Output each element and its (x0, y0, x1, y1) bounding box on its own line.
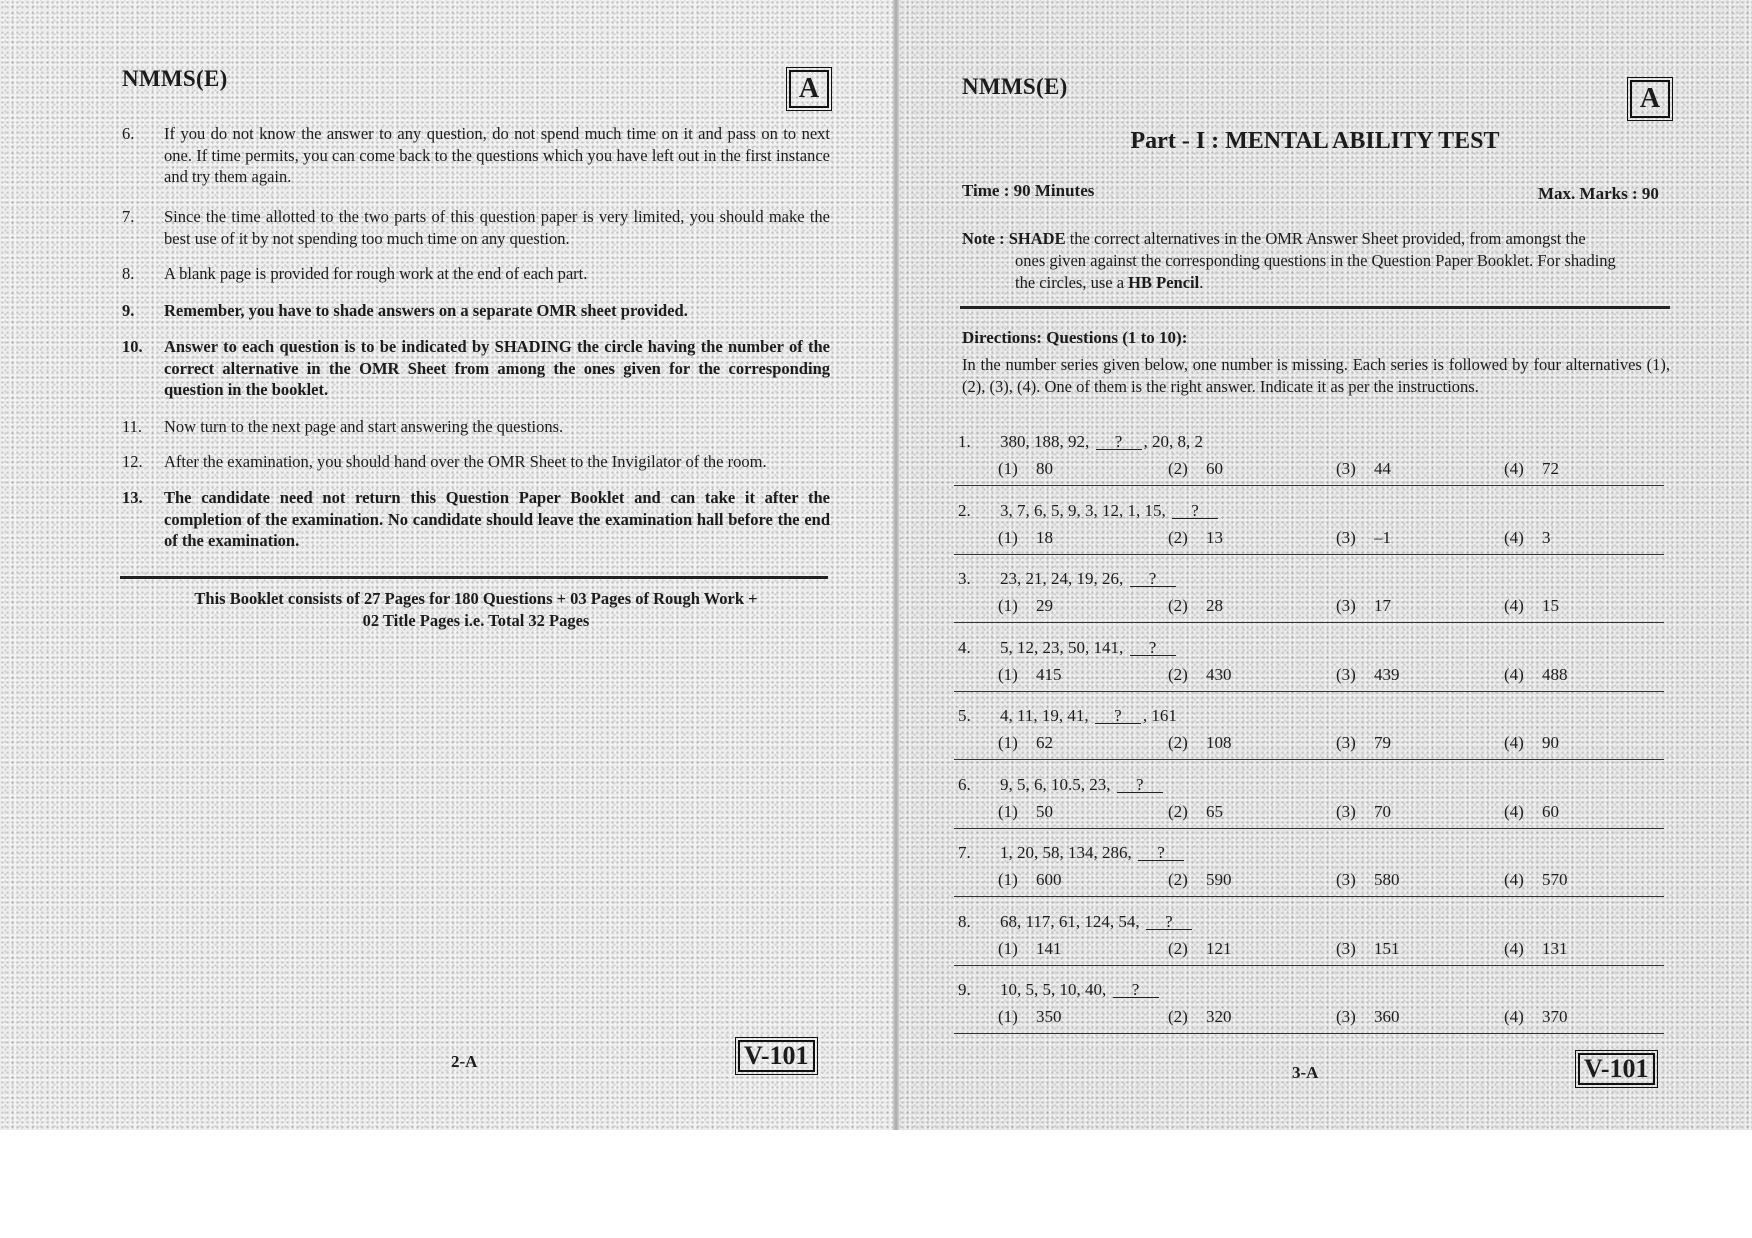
left-set-code: A (789, 70, 829, 108)
instruction-text: After the examination, you should hand over the OMR Sheet to the Invigilator of the room. (164, 452, 767, 471)
summary-line-1: This Booklet consists of 27 Pages for 180 Questions + 03 Pages of Rough Work + (194, 589, 758, 608)
summary-line-2: 02 Title Pages i.e. Total 32 Pages (362, 611, 590, 630)
instruction-text: Now turn to the next page and start answering the questions. (164, 417, 564, 436)
option-2 (1168, 459, 1223, 479)
option-label: (1) (998, 527, 1018, 547)
option-4 (1504, 870, 1568, 890)
option-label: (2) (1168, 938, 1188, 958)
option-label: (4) (1504, 801, 1524, 821)
option-label: (4) (1504, 870, 1524, 889)
option-value: –1 (1374, 527, 1391, 547)
question-number: 6. (958, 774, 971, 794)
series-start: 9, 5, 6, 10.5, 23, (1000, 774, 1111, 794)
question-number: 7. (958, 843, 971, 862)
option-1 (998, 1007, 1062, 1027)
option-value: 62 (1036, 733, 1053, 752)
series-start: 1, 20, 58, 134, 286, (1000, 843, 1132, 862)
instruction-7 (122, 206, 830, 249)
page-fold (893, 0, 899, 1130)
option-label: (4) (1504, 527, 1524, 547)
instruction-number: 9. (122, 301, 135, 320)
option-1 (998, 596, 1053, 616)
option-value: 18 (1036, 527, 1053, 547)
option-value: 15 (1542, 596, 1559, 615)
option-3 (1336, 802, 1391, 822)
option-value: 320 (1206, 1007, 1232, 1026)
option-value: 590 (1206, 870, 1232, 889)
option-label: (2) (1168, 870, 1188, 889)
number-series (1000, 843, 1186, 863)
number-series (1000, 569, 1178, 589)
instruction-text: Since the time allotted to the two parts of this question paper is very limited, you should make the best use of it by not spending too much time on any question. (164, 207, 830, 248)
series-end: , 20, 8, 2 (1143, 432, 1203, 451)
note-text-2: ones given against the corresponding questions in the Question Paper Booklet. For shading (1015, 251, 1616, 270)
option-value: 430 (1206, 664, 1232, 684)
option-2 (1168, 870, 1232, 890)
instruction-text: A blank page is provided for rough work at the end of each part. (164, 264, 588, 283)
instruction-11 (122, 416, 830, 438)
instruction-6 (122, 123, 830, 188)
instruction-8 (122, 263, 830, 285)
question-number: 4. (958, 637, 971, 657)
question-separator (954, 759, 1664, 760)
right-set-code: A (1630, 80, 1670, 118)
series-start: 380, 188, 92, (1000, 432, 1090, 451)
option-label: (2) (1168, 733, 1188, 752)
option-value: 488 (1542, 664, 1568, 684)
missing-term-blank: ? (1146, 914, 1192, 930)
option-3 (1336, 596, 1391, 616)
instruction-number: 7. (122, 207, 135, 226)
option-value: 580 (1374, 870, 1400, 889)
missing-term-blank: ? (1117, 777, 1163, 793)
option-2 (1168, 802, 1223, 822)
instruction-number: 13. (122, 488, 143, 507)
option-4 (1504, 596, 1559, 616)
note-text-3: the circles, use a (1015, 273, 1125, 292)
option-1 (998, 459, 1053, 479)
option-label: (4) (1504, 459, 1524, 478)
option-3 (1336, 939, 1400, 959)
option-2 (1168, 939, 1232, 959)
option-4 (1504, 459, 1559, 479)
note-shade: SHADE (1008, 229, 1066, 248)
number-series (1000, 980, 1161, 1000)
option-label: (3) (1336, 870, 1356, 889)
option-label: (1) (998, 664, 1018, 684)
missing-term-blank: ? (1130, 640, 1176, 656)
series-end: , 161 (1142, 706, 1177, 725)
option-label: (2) (1168, 459, 1188, 478)
series-start: 3, 7, 6, 5, 9, 3, 12, 1, 15, (1000, 500, 1166, 520)
question-separator (954, 485, 1664, 486)
booklet-summary (122, 588, 830, 632)
option-value: 570 (1542, 870, 1568, 889)
option-value: 108 (1206, 733, 1232, 752)
option-1 (998, 733, 1053, 753)
option-3 (1336, 1007, 1400, 1027)
option-4 (1504, 939, 1568, 959)
instruction-text: Answer to each question is to be indicated by SHADING the circle having the number of the correct alternative in the OMR Sheet from among the ones given for the corresponding question in the booklet. (164, 337, 830, 399)
option-value: 131 (1542, 938, 1568, 958)
option-4 (1504, 665, 1568, 685)
option-value: 3 (1542, 527, 1551, 547)
number-series (1000, 501, 1220, 521)
instruction-13 (122, 487, 830, 552)
question-number: 5. (958, 706, 971, 725)
option-label: (1) (998, 596, 1018, 615)
note-pencil: HB Pencil (1128, 273, 1200, 292)
option-value: 60 (1542, 801, 1559, 821)
option-value: 90 (1542, 733, 1559, 752)
series-start: 23, 21, 24, 19, 26, (1000, 569, 1124, 588)
right-paper-code: V-101 (1578, 1053, 1655, 1085)
option-label: (2) (1168, 801, 1188, 821)
question-separator (954, 622, 1664, 623)
option-value: 141 (1036, 938, 1062, 958)
option-3 (1336, 870, 1400, 890)
option-value: 79 (1374, 733, 1391, 752)
option-label: (1) (998, 459, 1018, 478)
missing-term-blank: ? (1113, 982, 1159, 998)
question-number: 1. (958, 432, 971, 451)
option-value: 72 (1542, 459, 1559, 478)
option-value: 415 (1036, 664, 1062, 684)
missing-term-blank: ? (1138, 845, 1184, 861)
option-4 (1504, 528, 1551, 548)
option-1 (998, 802, 1053, 822)
instruction-12 (122, 451, 830, 473)
question-separator (954, 554, 1664, 555)
right-header: NMMS(E) (962, 74, 1068, 99)
option-label: (4) (1504, 1007, 1524, 1026)
left-paper-code: V-101 (738, 1040, 815, 1072)
option-3 (1336, 733, 1391, 753)
series-start: 5, 12, 23, 50, 141, (1000, 637, 1124, 657)
question-separator (954, 691, 1664, 692)
option-label: (1) (998, 801, 1018, 821)
right-page (895, 0, 1752, 1130)
part-title: Part - I : MENTAL ABILITY TEST (1130, 128, 1500, 154)
option-label: (4) (1504, 938, 1524, 958)
option-label: (3) (1336, 1007, 1356, 1026)
option-value: 370 (1542, 1007, 1568, 1026)
instruction-number: 12. (122, 452, 143, 471)
question-separator (954, 828, 1664, 829)
option-2 (1168, 596, 1223, 616)
option-value: 121 (1206, 938, 1232, 958)
option-label: (3) (1336, 733, 1356, 752)
option-value: 29 (1036, 596, 1053, 615)
option-3 (1336, 528, 1391, 548)
option-label: (1) (998, 938, 1018, 958)
option-label: (3) (1336, 459, 1356, 478)
option-value: 600 (1036, 870, 1062, 889)
option-value: 80 (1036, 459, 1053, 478)
right-divider (960, 306, 1670, 309)
question-number: 9. (958, 980, 971, 999)
missing-term-blank: ? (1095, 708, 1141, 724)
instruction-number: 11. (122, 417, 143, 436)
option-value: 50 (1036, 801, 1053, 821)
instruction-number: 10. (122, 337, 143, 356)
option-label: (2) (1168, 527, 1188, 547)
number-series (1000, 775, 1165, 795)
option-label: (3) (1336, 938, 1356, 958)
option-value: 350 (1036, 1007, 1062, 1026)
option-2 (1168, 665, 1232, 685)
series-start: 4, 11, 19, 41, (1000, 706, 1089, 725)
option-value: 17 (1374, 596, 1391, 615)
option-value: 151 (1374, 938, 1400, 958)
option-1 (998, 528, 1053, 548)
series-start: 10, 5, 5, 10, 40, (1000, 980, 1107, 999)
option-label: (1) (998, 1007, 1018, 1026)
option-4 (1504, 733, 1559, 753)
option-1 (998, 665, 1062, 685)
number-series (1000, 638, 1178, 658)
option-label: (3) (1336, 596, 1356, 615)
option-label: (4) (1504, 596, 1524, 615)
missing-term-blank: ? (1130, 571, 1176, 587)
right-page-number: 3-A (1292, 1063, 1319, 1082)
series-start: 68, 117, 61, 124, 54, (1000, 911, 1140, 931)
question-separator (954, 896, 1664, 897)
number-series (1000, 432, 1203, 452)
missing-term-blank: ? (1096, 434, 1142, 450)
missing-term-blank: ? (1172, 503, 1218, 519)
option-1 (998, 870, 1062, 890)
option-4 (1504, 1007, 1568, 1027)
option-label: (1) (998, 733, 1018, 752)
option-2 (1168, 733, 1232, 753)
option-2 (1168, 528, 1223, 548)
number-series (1000, 706, 1177, 726)
question-number: 2. (958, 500, 971, 520)
instruction-number: 6. (122, 124, 135, 143)
option-3 (1336, 459, 1391, 479)
question-separator (954, 1033, 1664, 1034)
question-number: 8. (958, 911, 971, 931)
option-1 (998, 939, 1062, 959)
note-block: Note : SHADE the correct alternatives in the OMR Answer Sheet provided, from amongst the ones given against the corresponding questions in the Question Paper Booklet. For shading the circles, use a HB Pencil. (962, 228, 1670, 294)
instruction-text: If you do not know the answer to any question, do not spend much time on it and pass on to next one. If time permits, you can come back to the questions which you have left out in the first instance and try them again. (164, 124, 830, 186)
left-page-number: 2-A (451, 1052, 478, 1071)
instruction-9 (122, 300, 830, 322)
option-label: (3) (1336, 801, 1356, 821)
left-divider (120, 576, 828, 579)
option-label: (2) (1168, 1007, 1188, 1026)
time-allowed: Time : 90 Minutes (962, 181, 1095, 200)
instruction-text: The candidate need not return this Question Paper Booklet and can take it after the completion of the examination. No candidate should leave the examination hall before the end of the examination. (164, 488, 830, 550)
option-2 (1168, 1007, 1232, 1027)
instruction-text: Remember, you have to shade answers on a separate OMR sheet provided. (164, 301, 688, 320)
option-label: (2) (1168, 664, 1188, 684)
question-separator (954, 965, 1664, 966)
max-marks: Max. Marks : 90 (1538, 184, 1659, 203)
option-3 (1336, 665, 1400, 685)
directions-title: Directions: Questions (1 to 10): (962, 328, 1188, 347)
number-series (1000, 912, 1194, 932)
option-value: 60 (1206, 459, 1223, 478)
option-4 (1504, 802, 1559, 822)
instruction-number: 8. (122, 264, 135, 283)
option-label: (3) (1336, 527, 1356, 547)
question-number: 3. (958, 569, 971, 588)
option-value: 65 (1206, 801, 1223, 821)
note-text-1: the correct alternatives in the OMR Answer Sheet provided, from amongst the (1069, 229, 1586, 248)
option-label: (1) (998, 870, 1018, 889)
option-label: (4) (1504, 664, 1524, 684)
left-header: NMMS(E) (122, 66, 228, 91)
option-label: (3) (1336, 664, 1356, 684)
option-value: 360 (1374, 1007, 1400, 1026)
note-label: Note : (962, 229, 1005, 248)
option-value: 13 (1206, 527, 1223, 547)
option-label: (2) (1168, 596, 1188, 615)
directions-text: In the number series given below, one number is missing. Each series is followed by four alternatives (1), (2), (3), (4). One of them is the right answer. Indicate it as per the instructions. (962, 355, 1670, 396)
option-value: 439 (1374, 664, 1400, 684)
instruction-10 (122, 336, 830, 401)
option-value: 70 (1374, 801, 1391, 821)
option-value: 28 (1206, 596, 1223, 615)
option-value: 44 (1374, 459, 1391, 478)
option-label: (4) (1504, 733, 1524, 752)
